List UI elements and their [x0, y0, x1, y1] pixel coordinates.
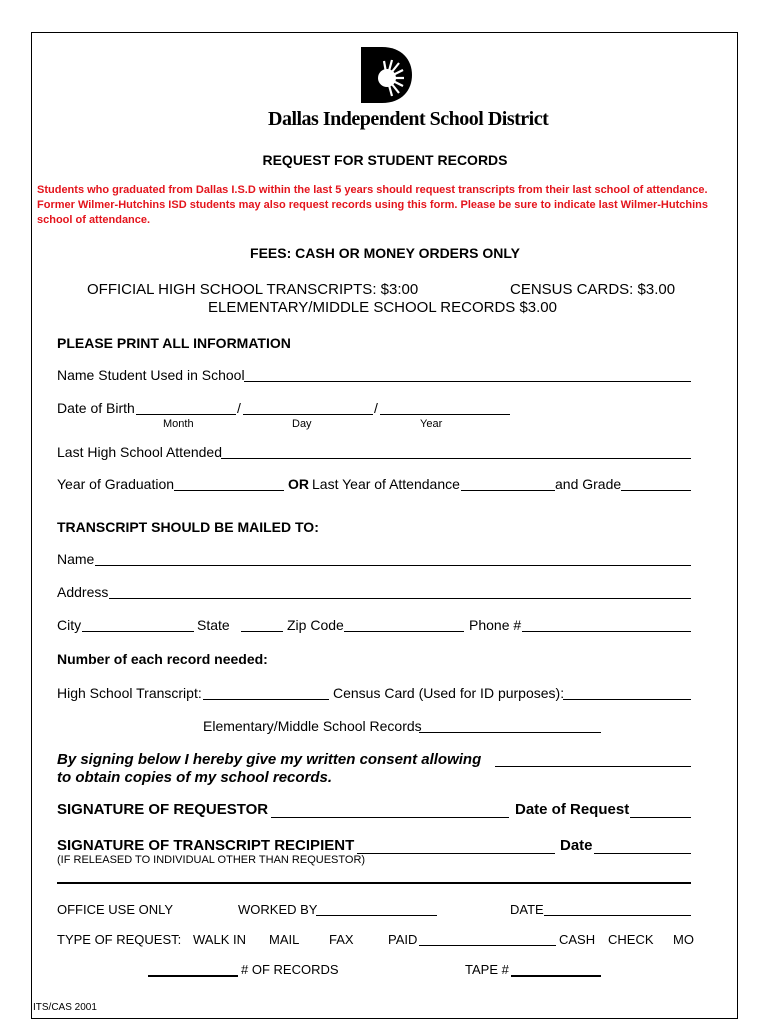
- graduation-notice: Students who graduated from Dallas I.S.D within the last 5 years should request transcripts from their last school of attendance. Former Wilmer-Hutchins ISD students may also request records using this form. Please be sure to indicate last Wilmer-Hutchins school of attendance.: [37, 184, 708, 226]
- office-use-label: OFFICE USE ONLY: [57, 902, 174, 917]
- tape-label: TAPE #: [465, 962, 509, 977]
- student-name-field[interactable]: [244, 381, 691, 382]
- state-field[interactable]: [241, 631, 283, 632]
- paid-field[interactable]: [419, 945, 556, 946]
- district-name: Dallas Independent School District: [268, 108, 549, 130]
- cash-option: CASH: [559, 932, 596, 947]
- last-school-label: Last High School Attended: [57, 444, 223, 460]
- elementary-records-label: Elementary/Middle School Records: [203, 718, 422, 734]
- city-label: City: [57, 617, 82, 633]
- records-heading: Number of each record needed:: [57, 651, 268, 667]
- zip-field[interactable]: [344, 631, 464, 632]
- grade-label: and Grade: [555, 476, 622, 492]
- census-card-label: Census Card (Used for ID purposes):: [333, 685, 565, 701]
- recipient-date-field[interactable]: [594, 853, 691, 854]
- dob-slash-2: /: [374, 400, 378, 416]
- fee-elementary: ELEMENTARY/MIDDLE SCHOOL RECORDS $3.00: [208, 299, 557, 316]
- mo-option: MO: [673, 932, 694, 947]
- office-date-field[interactable]: [544, 915, 691, 916]
- grade-field[interactable]: [621, 490, 691, 491]
- tape-field[interactable]: [511, 975, 601, 977]
- zip-label: Zip Code: [287, 617, 344, 633]
- hs-transcript-field[interactable]: [203, 699, 329, 700]
- type-of-request-label: TYPE OF REQUEST:: [57, 932, 182, 947]
- date-of-request-label: Date of Request: [515, 801, 630, 818]
- office-divider: [57, 882, 691, 884]
- requestor-signature-label: SIGNATURE OF REQUESTOR: [57, 801, 269, 818]
- print-info-heading: PLEASE PRINT ALL INFORMATION: [57, 335, 291, 351]
- recipient-signature-label: SIGNATURE OF TRANSCRIPT RECIPIENT: [57, 837, 355, 854]
- mail-name-label: Name: [57, 551, 95, 567]
- fee-census: CENSUS CARDS: $3.00: [510, 281, 676, 298]
- fee-transcripts: OFFICIAL HIGH SCHOOL TRANSCRIPTS: $3:00: [87, 281, 419, 298]
- graduation-year-field[interactable]: [174, 490, 284, 491]
- release-note: (IF RELEASED TO INDIVIDUAL OTHER THAN REQUESTOR): [57, 854, 366, 866]
- date-of-request-field[interactable]: [630, 817, 691, 818]
- worked-by-field[interactable]: [316, 915, 437, 916]
- hs-transcript-label: High School Transcript:: [57, 685, 202, 701]
- num-records-label: # OF RECORDS: [241, 962, 339, 977]
- mailing-heading: TRANSCRIPT SHOULD BE MAILED TO:: [57, 519, 319, 535]
- form-code: ITS/CAS 2001: [33, 1002, 97, 1013]
- phone-field[interactable]: [522, 631, 691, 632]
- address-label: Address: [57, 584, 109, 600]
- or-label: OR: [288, 476, 309, 492]
- check-option: CHECK: [608, 932, 654, 947]
- last-school-field[interactable]: [221, 458, 691, 459]
- student-name-label: Name Student Used in School: [57, 367, 245, 383]
- last-year-label: Last Year of Attendance: [312, 476, 460, 492]
- phone-label: Phone #: [469, 617, 522, 633]
- elementary-records-field[interactable]: [419, 732, 601, 733]
- office-date-label: DATE: [510, 902, 544, 917]
- worked-by-label: WORKED BY: [238, 902, 318, 917]
- census-card-field[interactable]: [563, 699, 691, 700]
- fax-option: FAX: [329, 932, 354, 947]
- requestor-signature-field[interactable]: [271, 817, 509, 818]
- dob-day-field[interactable]: [243, 414, 373, 415]
- state-label: State: [197, 617, 230, 633]
- dob-year-caption: Year: [420, 418, 443, 430]
- paid-label: PAID: [388, 932, 418, 947]
- dob-day-caption: Day: [292, 418, 312, 430]
- consent-line-2: to obtain copies of my school records.: [57, 769, 333, 786]
- city-field[interactable]: [82, 631, 194, 632]
- address-field[interactable]: [109, 598, 691, 599]
- mail-option: MAIL: [269, 932, 300, 947]
- dob-month-caption: Month: [163, 418, 194, 430]
- dob-month-field[interactable]: [136, 414, 236, 415]
- walk-in-option: WALK IN: [193, 932, 246, 947]
- dob-slash-1: /: [237, 400, 241, 416]
- fees-heading: FEES: CASH OR MONEY ORDERS ONLY: [250, 245, 520, 261]
- form-title: REQUEST FOR STUDENT RECORDS: [262, 152, 508, 168]
- consent-line-1: By signing below I hereby give my written consent allowing: [57, 751, 482, 768]
- recipient-signature-field[interactable]: [357, 853, 555, 854]
- recipient-date-label: Date: [560, 837, 593, 854]
- dob-label: Date of Birth: [57, 400, 135, 416]
- district-d-logo: [358, 45, 414, 105]
- consent-name-field[interactable]: [495, 766, 691, 767]
- num-records-field[interactable]: [148, 975, 238, 977]
- graduation-year-label: Year of Graduation: [57, 476, 175, 492]
- dob-year-field[interactable]: [380, 414, 510, 415]
- mail-name-field[interactable]: [95, 565, 691, 566]
- last-year-field[interactable]: [461, 490, 555, 491]
